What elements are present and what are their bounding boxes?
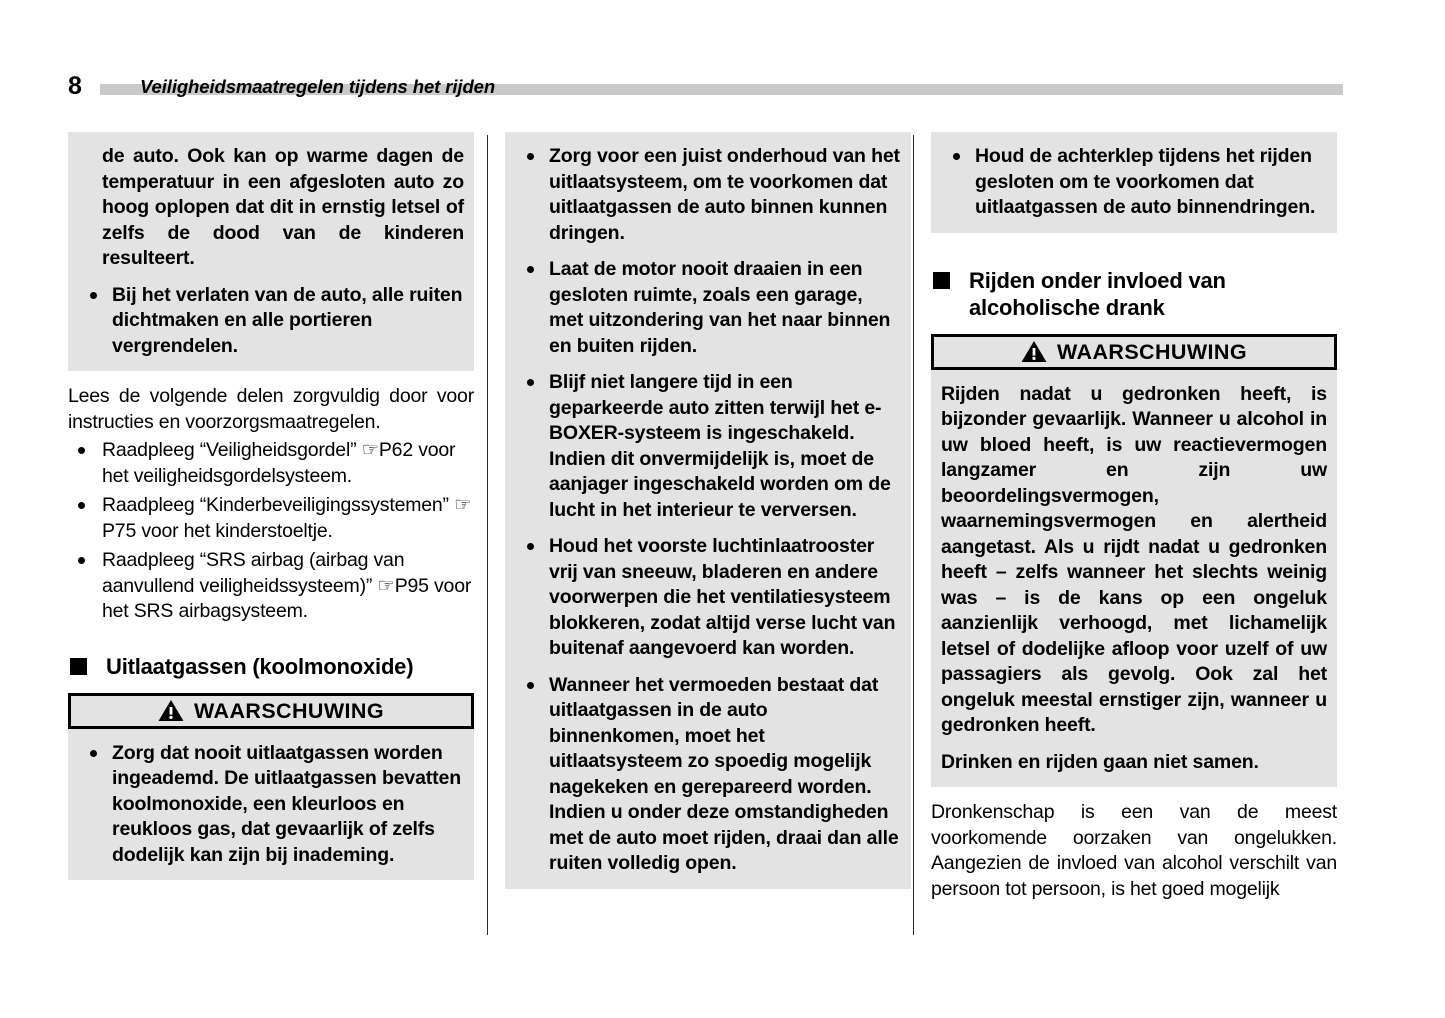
continued-paragraph: de auto. Ook kan op warme dagen de temperatuur in een afgesloten auto zo hoog oplopen dat dit in ernstig letsel of zelfs de dood van de kinderen resulteert. (102, 145, 464, 269)
page-columns (0, 132, 1445, 944)
section-heading-label: Uitlaatgassen (koolmonoxide) (106, 653, 414, 679)
warning-box-exhaust (68, 729, 474, 881)
list-item-text[interactable]: Raadpleeg “Kinderbeveiligingssystemen” ☞P75 voor het kinderstoeltje. (102, 494, 472, 542)
list-item-text[interactable]: Raadpleeg “SRS airbag (airbag van aanvullend veiligheidssysteem)” ☞P95 voor het SRS airbagsysteem. (102, 549, 472, 622)
bullet-dot-icon (78, 502, 85, 509)
section-heading-exhaust (68, 653, 474, 680)
bullet-dot-icon (90, 750, 97, 757)
closing-paragraph: Dronkenschap is een van de meest voorkomende oorzaken van ongelukken. Aangezien de invloed van alcohol verschilt van persoon tot persoon, is het goed mogelijk (931, 801, 1337, 900)
column-divider-1 (487, 135, 488, 935)
list-item (941, 144, 1327, 221)
bullet-dot-icon (527, 266, 534, 273)
spacer (68, 371, 474, 384)
list-item (515, 257, 901, 359)
column-divider-2 (913, 135, 914, 935)
black-square-bullet-icon (70, 658, 87, 675)
list-item (515, 370, 901, 523)
bullet-dot-icon (527, 543, 534, 550)
warning-banner (931, 334, 1337, 370)
warning-bullet-list (515, 144, 901, 877)
spacer (68, 680, 474, 693)
warning-bullet-list (941, 144, 1327, 221)
section-heading-alcohol (931, 267, 1337, 321)
column-3 (931, 132, 1337, 902)
warning-banner-label: WAARSCHUWING (194, 698, 384, 723)
list-item-text: Laat de motor nooit draaien in een gesloten ruimte, zoals een garage, met uitzondering van het naar binnen en buiten rijden. (549, 258, 891, 357)
list-item-text: Blijf niet langere tijd in een geparkeerde auto zitten terwijl het e-BOXER-systeem is ingeschakeld. Indien dit onvermijdelijk is, moet de aanjager ingeschakeld worden om de lucht in het interieur te verversen. (549, 371, 891, 521)
page-title: Veiligheidsmaatregelen tijdens het rijden (140, 76, 496, 97)
intro-paragraph: Lees de volgende delen zorgvuldig door voor instructies en voorzorgsmaatregelen. (68, 385, 474, 433)
warning-box-exhaust-continued (505, 132, 911, 889)
warning-triangle-icon (158, 699, 184, 722)
section-heading-label: Rijden onder invloed van alcoholische drank (969, 267, 1226, 320)
page-header (0, 68, 1445, 104)
column-1 (68, 132, 474, 880)
list-item-text[interactable]: Raadpleeg “Veiligheidsgordel” ☞P62 voor het veiligheidsgordelsysteem. (102, 439, 456, 487)
warning-bullet-list (78, 741, 464, 869)
bullet-dot-icon (527, 682, 534, 689)
bullet-dot-icon (527, 379, 534, 386)
warning-box-tailgate (931, 132, 1337, 233)
spacer (931, 787, 1337, 800)
page-number: 8 (68, 72, 82, 100)
bullet-dot-icon (78, 447, 85, 454)
warning-paragraph: Rijden nadat u gedronken heeft, is bijzonder gevaarlijk. Wanneer u alcohol in uw bloed heeft, is uw reactievermogen langzamer en zijn uw beoordelingsvermogen, waarnemingsvermogen en alertheid aangetast. Als u rijdt nadat u gedronken heeft – zelfs wanneer het slechts weinig was – is de kans op een ongeluk aanzienlijk verhoogd, met lichamelijk letsel of dodelijke afloop voor uzelf of uw passagiers als gevolg. Ook zal het ongeluk meestal ernstiger zijn, wanneer u gedronken heeft. (941, 382, 1327, 736)
list-item (78, 283, 464, 360)
list-item (78, 741, 464, 869)
warning-box-alcohol (931, 370, 1337, 788)
warning-paragraph-short: Drinken en rijden gaan niet samen. (941, 750, 1259, 773)
list-item-text: Zorg dat nooit uitlaatgassen worden ingeademd. De uitlaatgassen bevatten koolmonoxide, een kleurloos en reukloos gas, dat gevaarlijk of zelfs dodelijk kan zijn bij inademing. (112, 741, 461, 866)
warning-bullet-list (78, 283, 464, 360)
column-2 (505, 132, 911, 889)
list-item (68, 438, 474, 489)
list-item-text: Houd het voorste luchtinlaatrooster vrij van sneeuw, bladeren en andere voorwerpen die het ventilatiesysteem blokkeren, zodat altijd verse lucht van buitenaf aangevoerd kan worden. (549, 535, 896, 659)
bullet-dot-icon (78, 557, 85, 564)
warning-triangle-icon (1021, 340, 1047, 363)
list-item-text: Houd de achterklep tijdens het rijden gesloten om te voorkomen dat uitlaatgassen de auto binnendringen. (975, 145, 1316, 218)
black-square-bullet-icon (933, 272, 950, 289)
warning-banner-label: WAARSCHUWING (1057, 339, 1247, 364)
spacer (931, 233, 1337, 267)
list-item (515, 144, 901, 246)
warning-banner (68, 693, 474, 729)
list-item-text: Zorg voor een juist onderhoud van het uitlaatsysteem, om te voorkomen dat uitlaatgassen de auto binnen kunnen dringen. (549, 145, 900, 244)
bullet-dot-icon (953, 153, 960, 160)
list-item (515, 673, 901, 877)
bullet-dot-icon (527, 153, 534, 160)
list-item (68, 493, 474, 544)
spacer (931, 321, 1337, 334)
spacer (68, 629, 474, 653)
bullet-dot-icon (90, 292, 97, 299)
reference-bullet-list (68, 438, 474, 625)
list-item (515, 534, 901, 662)
warning-box-continued (68, 132, 474, 371)
list-item-text: Wanneer het vermoeden bestaat dat uitlaatgassen in de auto binnenkomen, moet het uitlaatsysteem zo spoedig mogelijk nagekeken en gerepareerd worden. Indien u onder deze omstandigheden met de auto moet rijden, draai dan alle ruiten volledig open. (549, 673, 899, 874)
list-item-text: Bij het verlaten van de auto, alle ruiten dichtmaken en alle portieren vergrendelen. (112, 283, 463, 357)
list-item (68, 548, 474, 625)
